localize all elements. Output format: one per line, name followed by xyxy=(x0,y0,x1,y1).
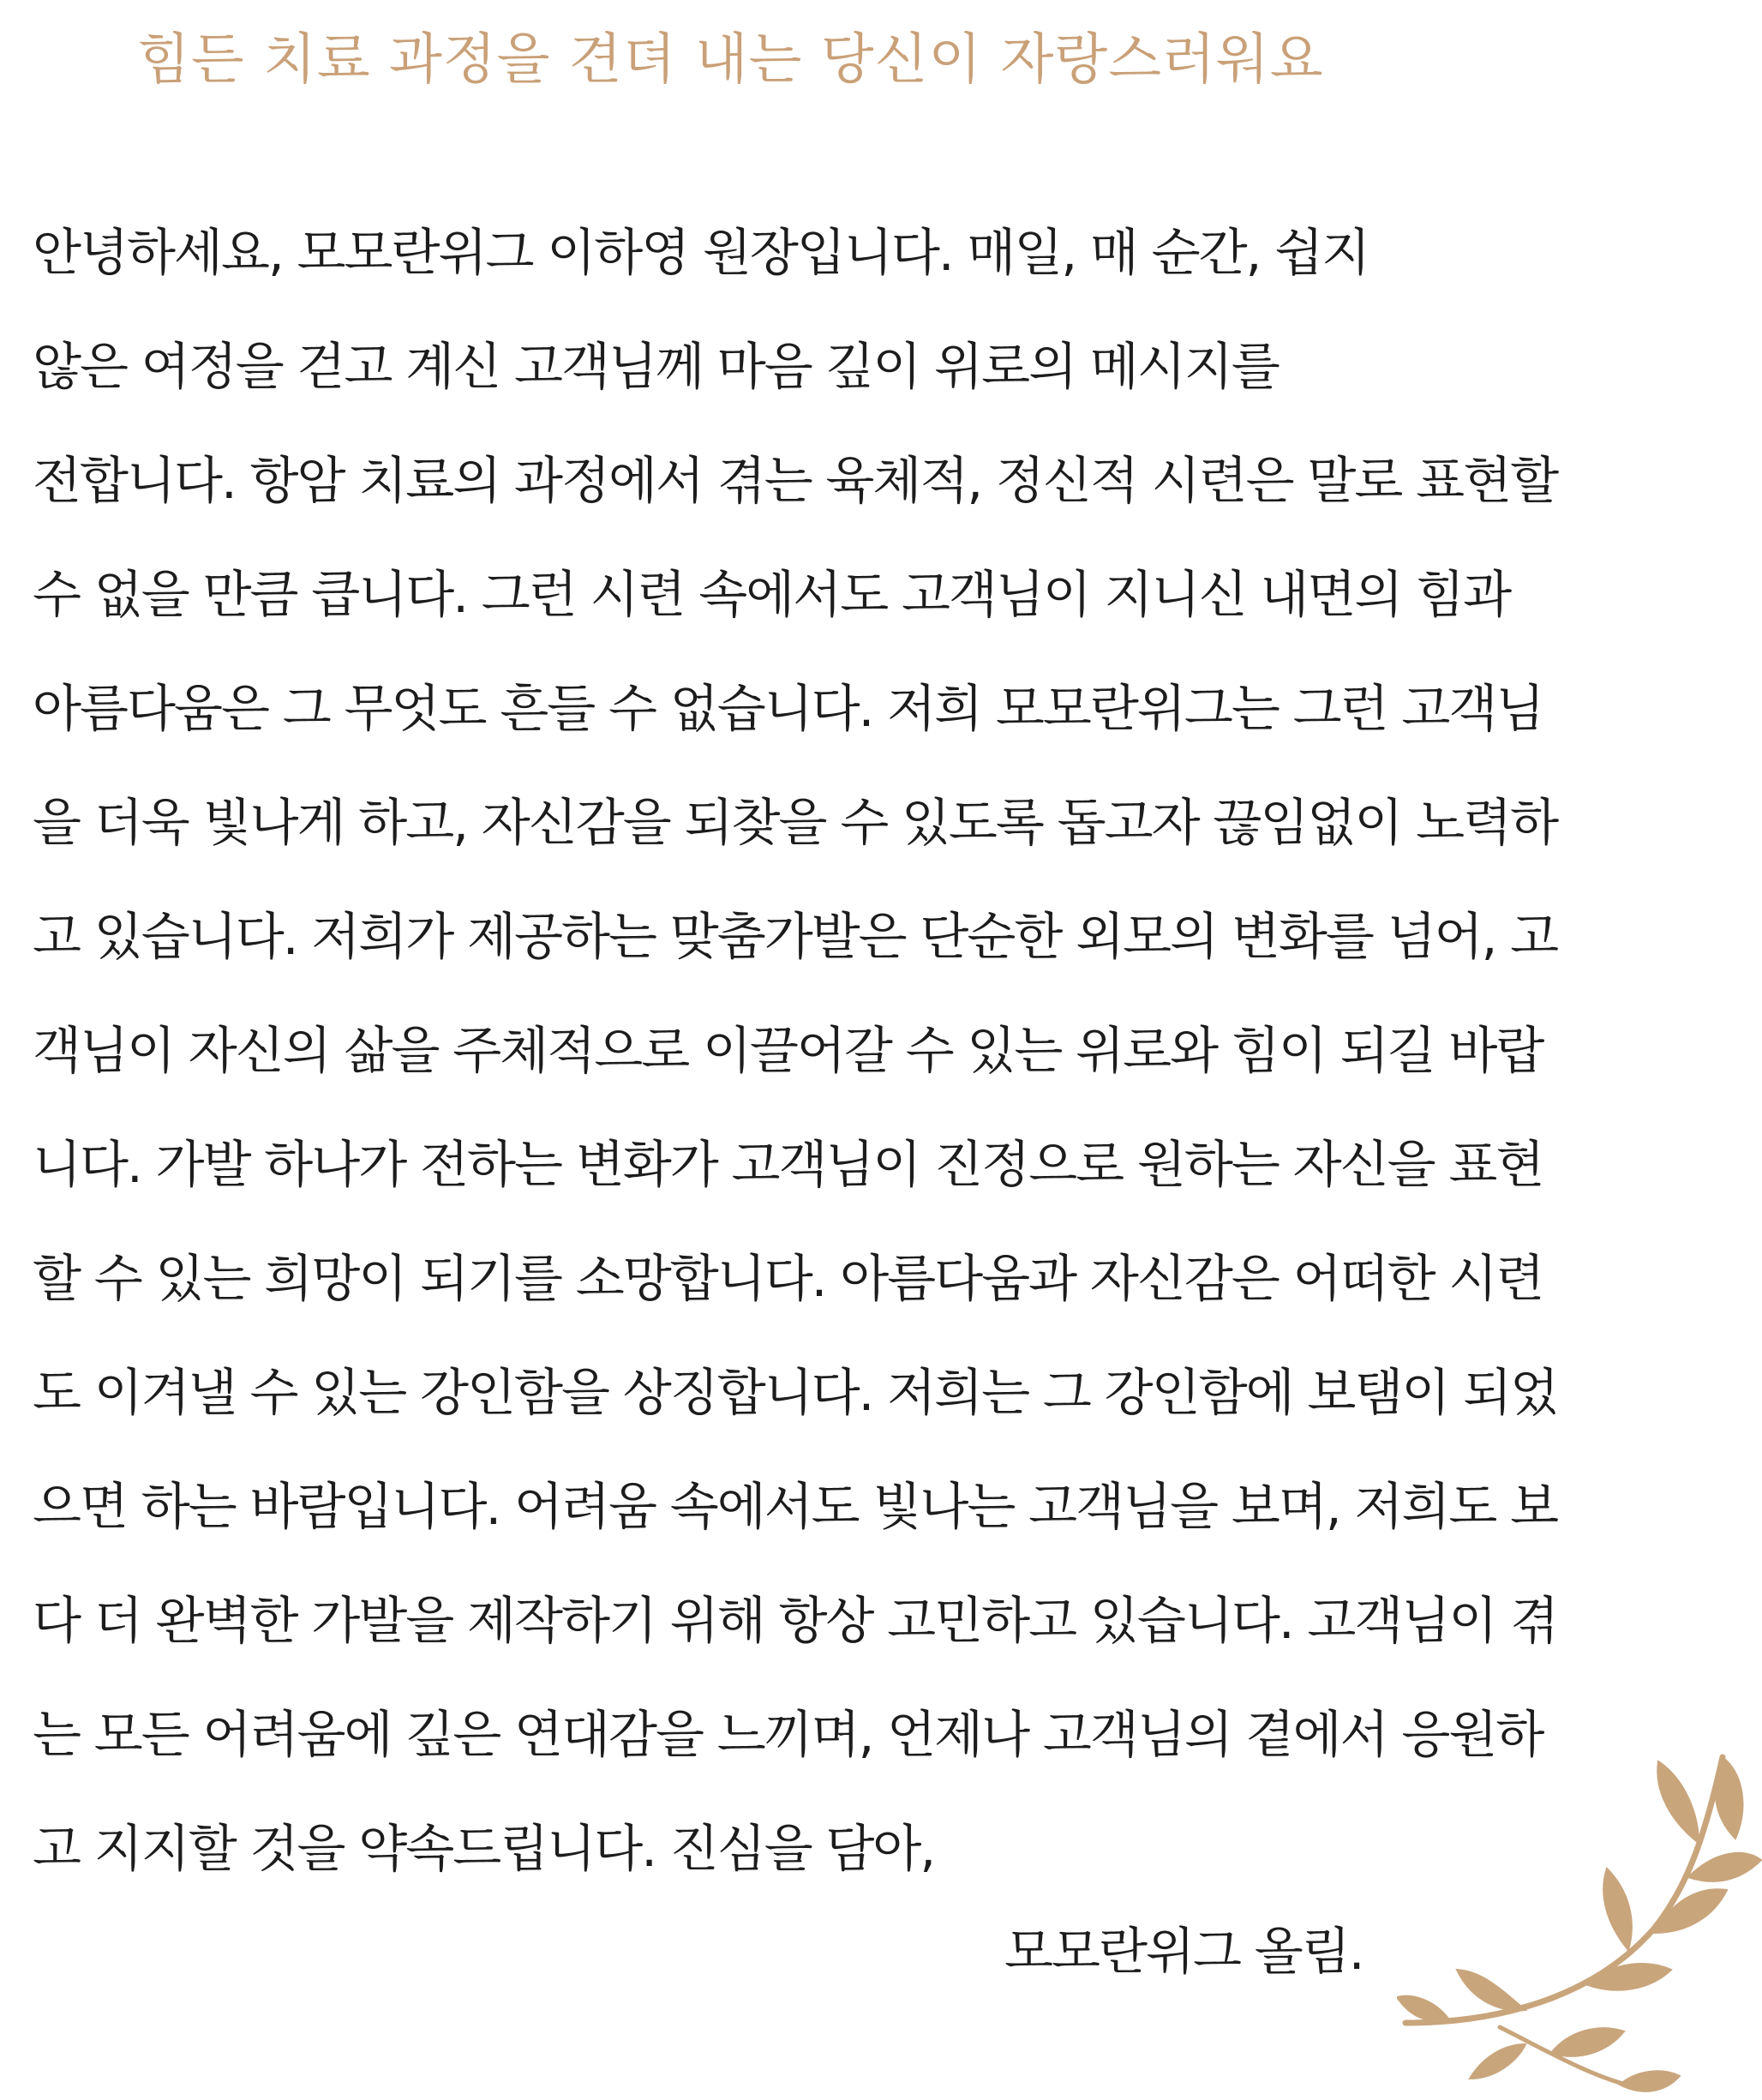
letter-line: 는 모든 어려움에 깊은 연대감을 느끼며, 언제나 고객님의 곁에서 응원하 xyxy=(33,1705,1543,1764)
letter-line: 전합니다. 항암 치료의 과정에서 겪는 육체적, 정신적 시련은 말로 표현할 xyxy=(33,451,1558,510)
letter-line: 안녕하세요, 모모란위그 이하영 원장입니다. 매일, 매 순간, 쉽지 xyxy=(33,223,1369,282)
letter-line: 니다. 가발 하나가 전하는 변화가 고객님이 진정으로 원하는 자신을 표현 xyxy=(33,1135,1543,1194)
letter-line: 을 더욱 빛나게 하고, 자신감을 되찾을 수 있도록 돕고자 끊임없이 노력하 xyxy=(33,793,1558,852)
letter-line: 다 더 완벽한 가발을 제작하기 위해 항상 고민하고 있습니다. 고객님이 겪 xyxy=(33,1591,1558,1650)
letter-line: 수 없을 만큼 큽니다. 그런 시련 속에서도 고객님이 지니신 내면의 힘과 xyxy=(33,565,1511,624)
letter-line: 않은 여정을 걷고 계신 고객님께 마음 깊이 위로의 메시지를 xyxy=(33,337,1279,396)
page-title: 힘든 치료 과정을 견뎌 내는 당신이 자랑스러워요 xyxy=(137,28,1324,92)
letter-line: 도 이겨낼 수 있는 강인함을 상징합니다. 저희는 그 강인함에 보탬이 되었 xyxy=(33,1363,1558,1422)
letter-line: 아름다움은 그 무엇도 흔들 수 없습니다. 저희 모모란위그는 그런 고객님 xyxy=(33,679,1543,738)
letter-line: 할 수 있는 희망이 되기를 소망합니다. 아름다움과 자신감은 어떠한 시련 xyxy=(33,1249,1543,1308)
letter-line: 고 있습니다. 저희가 제공하는 맞춤가발은 단순한 외모의 변화를 넘어, 고 xyxy=(33,907,1558,966)
signature: 모모란위그 올림. xyxy=(1004,1922,1363,1981)
letter-line: 객님이 자신의 삶을 주체적으로 이끌어갈 수 있는 위로와 힘이 되길 바랍 xyxy=(33,1021,1543,1080)
letter-line: 으면 하는 바람입니다. 어려움 속에서도 빛나는 고객님을 보며, 저희도 보 xyxy=(33,1477,1558,1536)
letter-line: 고 지지할 것을 약속드립니다. 진심을 담아, xyxy=(33,1819,935,1878)
leaf-branch-icon xyxy=(1397,1740,1762,2100)
letter-body xyxy=(33,206,1558,1916)
